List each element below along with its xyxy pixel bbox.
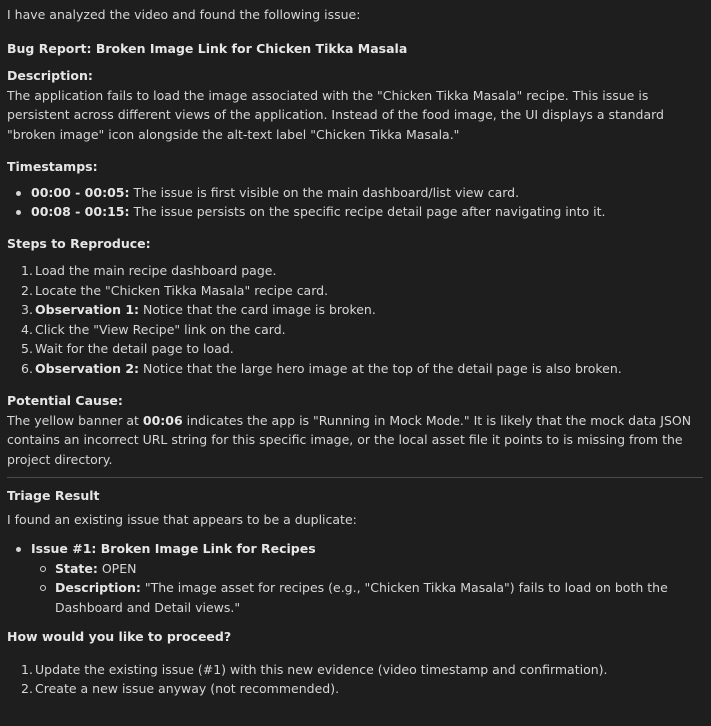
- cause-text-pre: The yellow banner at: [7, 412, 143, 428]
- proceed-options: [7, 660, 703, 699]
- option-number: 1.: [21, 661, 33, 677]
- triage-heading: Triage Result: [7, 488, 100, 503]
- issue-details: [31, 559, 703, 618]
- issue-state-label: State:: [55, 560, 98, 576]
- step-number: 1.: [21, 263, 33, 278]
- cause-heading: Potential Cause:: [7, 393, 123, 408]
- option-number: 2.: [21, 681, 33, 696]
- cause-text-post: indicates the app is "Running in Mock Mode." It is likely that the mock data JSON contains an incorrect URL string for this specific image, or the local asset file it points to is missing from the project directory.: [7, 412, 692, 467]
- steps-heading: Steps to Reproduce:: [7, 235, 151, 251]
- timestamp-text: The issue is first visible on the main dashboard/list view card.: [129, 184, 520, 200]
- step-item: [21, 281, 703, 301]
- cause-text: [7, 411, 703, 470]
- bug-report-title: Bug Report: Broken Image Link for Chicken Tikka Masala: [7, 40, 408, 56]
- section-divider: [7, 477, 703, 478]
- timestamps-heading: Timestamps:: [7, 159, 98, 174]
- option-text: Update the existing issue (#1) with this new evidence (video timestamp and confirmation).: [35, 661, 608, 677]
- step-item: [21, 359, 703, 379]
- step-text: Click the "View Recipe" link on the card.: [35, 321, 286, 337]
- step-number: 3.: [21, 302, 33, 317]
- step-text: Wait for the detail page to load.: [35, 341, 234, 356]
- triage-text: I found an existing issue that appears to be a duplicate:: [7, 511, 357, 527]
- duplicate-issue-item: [31, 539, 703, 617]
- step-item: [21, 300, 703, 320]
- timestamp-item: [31, 183, 703, 203]
- timestamps-list: [7, 183, 703, 222]
- issue-description: [55, 578, 703, 617]
- step-observation-label: Observation 2:: [35, 360, 140, 376]
- proceed-option: [21, 660, 703, 680]
- step-text: Load the main recipe dashboard page.: [35, 263, 277, 278]
- description-text: The application fails to load the image associated with the "Chicken Tikka Masala" recipe. This issue is persistent across different views of the application. Instead of the food image, the UI displays a standard "broken image" icon alongside the alt-text label "Chicken Tikka Masala.": [7, 87, 664, 142]
- step-observation-label: Observation 1:: [35, 302, 140, 317]
- step-text: Locate the "Chicken Tikka Masala" recipe card.: [35, 282, 329, 298]
- step-number: 6.: [21, 360, 33, 376]
- timestamp-item: [31, 202, 703, 222]
- step-number: 5.: [21, 341, 33, 356]
- issue-description-value: "The image asset for recipes (e.g., "Chicken Tikka Masala") fails to load on both the Dashboard and Detail views.": [55, 580, 668, 615]
- option-text: Create a new issue anyway (not recommended).: [35, 681, 340, 696]
- step-text: Notice that the large hero image at the top of the detail page is also broken.: [139, 360, 622, 376]
- issue-state: [55, 559, 703, 579]
- cause-timestamp: 00:06: [142, 412, 183, 428]
- duplicate-issues-list: [7, 539, 703, 617]
- step-number: 4.: [21, 321, 33, 337]
- proceed-question: How would you like to proceed?: [7, 629, 232, 644]
- step-item: [21, 261, 703, 281]
- issue-title: Issue #1: Broken Image Link for Recipes: [31, 541, 316, 556]
- description-heading: Description:: [7, 68, 93, 83]
- timestamp-text: The issue persists on the specific recipe detail page after navigating into it.: [129, 204, 606, 219]
- intro-text: I have analyzed the video and found the following issue:: [7, 7, 361, 22]
- step-text: Notice that the card image is broken.: [139, 302, 376, 317]
- issue-state-value: OPEN: [97, 560, 137, 576]
- timestamp-time: 00:00 - 00:05:: [31, 184, 130, 200]
- step-item: [21, 320, 703, 340]
- proceed-option: [21, 679, 703, 699]
- step-item: [21, 339, 703, 359]
- timestamp-time: 00:08 - 00:15:: [31, 204, 130, 219]
- issue-description-label: Description:: [55, 580, 141, 595]
- steps-list: [7, 261, 703, 378]
- step-number: 2.: [21, 282, 33, 298]
